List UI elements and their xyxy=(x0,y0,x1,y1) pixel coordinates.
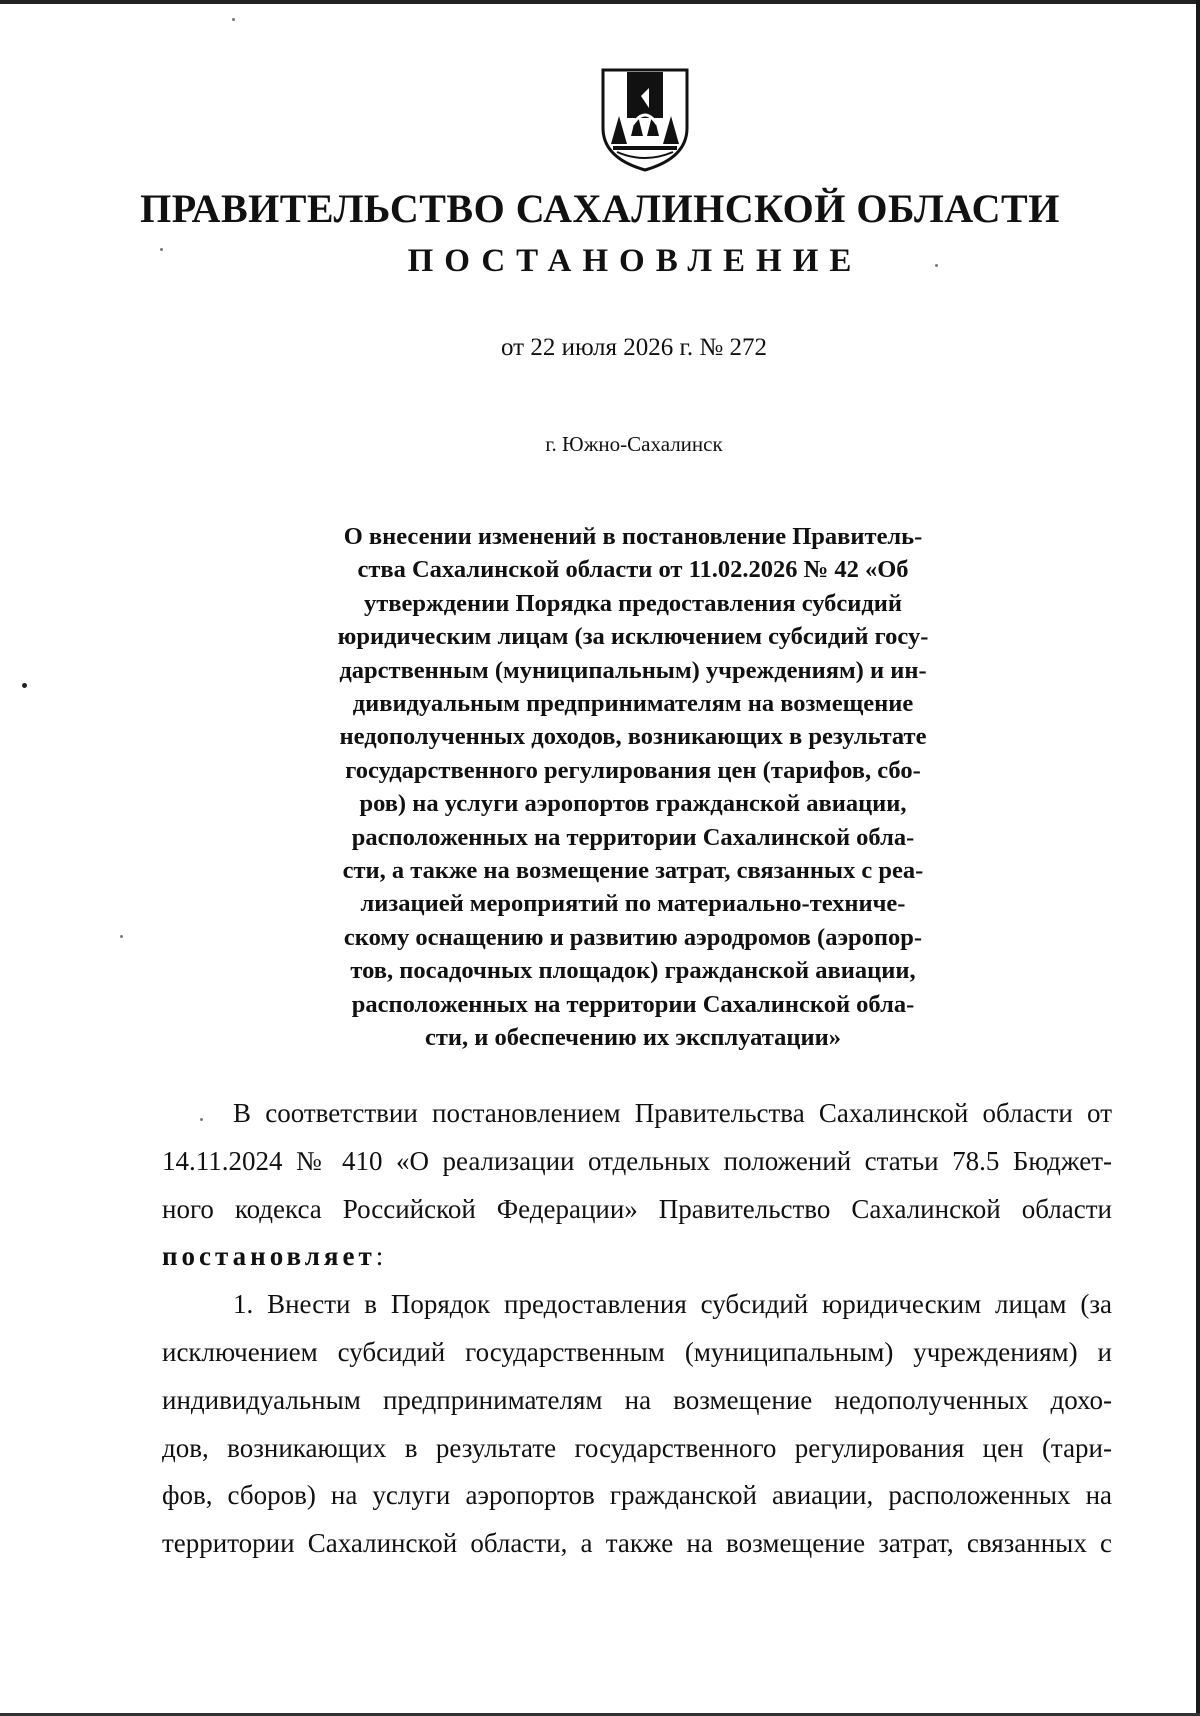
item-line: исключением субсидий государственным (муниципальным) учреждениям) и xyxy=(162,1336,1112,1367)
subject-line: дарственным (муниципальным) учреждениям) и ин- xyxy=(339,656,927,684)
subject-line: ров) на услуги аэропортов гражданской авиации, xyxy=(359,790,907,818)
subject-line: расположенных на территории Сахалинской обла- xyxy=(351,823,915,851)
preamble-line: В соответствии постановлением Правительства Сахалинской области от xyxy=(233,1098,1112,1128)
scan-speck xyxy=(22,683,27,688)
item-line: индивидуальным предпринимателям на возмещение недополученных дохо- xyxy=(162,1384,1112,1415)
subject-line: недополученных доходов, возникающих в результате xyxy=(339,723,927,751)
item-line: дов, возникающих в результате государственного регулирования цен (тари- xyxy=(162,1432,1112,1463)
subject-line: сти, и обеспечению их эксплуатации» xyxy=(425,1024,841,1052)
subject-line: дивидуальным предпринимателям на возмещение xyxy=(352,690,914,718)
scan-border-top xyxy=(0,0,1200,4)
subject-line: сти, а также на возмещение затрат, связанных с реа- xyxy=(342,857,924,885)
item-line: территории Сахалинской области, а также на возмещение затрат, связанных с xyxy=(162,1528,1112,1559)
document-place: г. Южно-Сахалинск xyxy=(545,432,723,456)
scan-speck xyxy=(232,18,235,21)
document-body xyxy=(162,1090,1112,1568)
document-subject xyxy=(268,520,998,1055)
item-line: фов, сборов) на услуги аэропортов гражданской авиации, расположенных на xyxy=(162,1480,1112,1511)
resolves-line xyxy=(162,1233,1112,1281)
subject-line: тов, посадочных площадок) гражданской авиации, xyxy=(350,957,916,985)
subject-line: юридическим лицам (за исключением субсидий госу- xyxy=(337,623,929,651)
subject-line: государственного регулирования цен (тарифов, сбо- xyxy=(345,756,921,784)
subject-line: ства Сахалинской области от 11.02.2026 № 42 «Об xyxy=(357,556,909,584)
government-title: ПРАВИТЕЛЬСТВО САХАЛИНСКОЙ ОБЛАСТИ xyxy=(140,186,1060,231)
item-line: 1. Внести в Порядок предоставления субсидий юридическим лицам (за xyxy=(233,1289,1112,1320)
coat-of-arms-icon xyxy=(597,66,693,172)
scan-speck xyxy=(120,935,123,938)
subject-line: расположенных на территории Сахалинской обла- xyxy=(351,990,915,1018)
preamble-line: 14.11.2024 № 410 «О реализации отдельных положений статьи 78.5 Бюджет- xyxy=(162,1145,1112,1176)
resolves-punct: : xyxy=(375,1241,384,1272)
document-date-number: от 22 июля 2026 г. № 272 xyxy=(500,334,768,361)
subject-line: утверждении Порядка предоставления субсидий xyxy=(363,589,903,617)
resolves-word: постановляет xyxy=(162,1241,376,1272)
preamble-line: ного кодекса Российской Федерации» Правительство Сахалинской области xyxy=(162,1193,1112,1224)
subject-line: лизацией мероприятий по материально-техниче- xyxy=(360,890,906,918)
subject-line: скому оснащению и развитию аэродромов (аэропор- xyxy=(343,923,923,951)
subject-line: О внесении изменений в постановление Правитель- xyxy=(343,523,923,550)
document-type: ПОСТАНОВЛЕНИЕ xyxy=(407,243,863,279)
